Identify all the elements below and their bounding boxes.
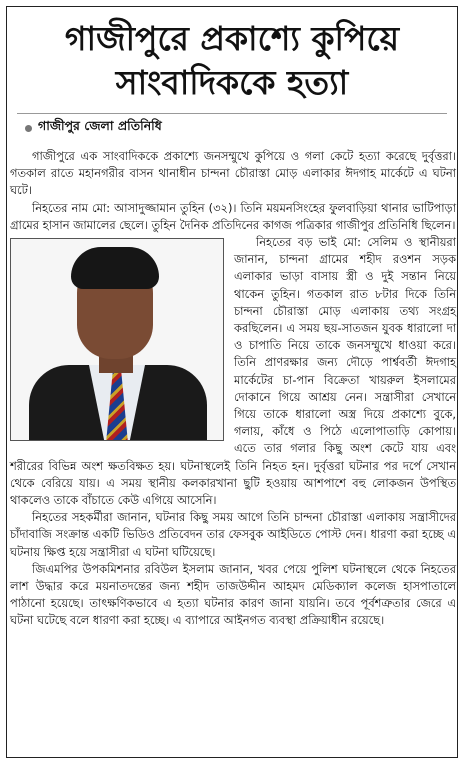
photo-hair [71,247,159,289]
paragraph-3: নিহতের বড় ভাই মো: সেলিম ও স্থানীয়রা জানান, চান্দনা গ্রামের শহীদ রওশন সড়ক এলাকার ভাড়া বাসায় স্ত্রী ও দুই সন্তান নিয়ে থাকেন তুহিন। গতকাল রাত ৮টার দিকে তিনি চান্দনা চৌরাস্তা মোড় এলাকায় তথ্য সংগ্রহ করছিলেন। এ সময় ছয়-সাতজন যুবক ধারালো দা ও চাপাতি নিয়ে তাকে জনসম্মুখে ধাওয়া করে। তিনি প্রাণরক্ষার জন্য দৌড়ে পার্শ্ববর্তী ঈদগাহ মার্কেটের চা-পান বিক্রেতা খায়রুল ইসলামের দোকানে গিয়ে আশ্রয় নেন। সন্ত্রাসীরা সেখানে গিয়ে তাকে ধারালো অস্ত্র দিয়ে প্রকাশ্যে বুকে, গলায়, কাঁধে ও পিঠে এলোপাতাড়ি কোপায়। এতে তার গলার কিছু অংশ কেটে যায় এবং শরীরের বিভিন্ন অংশ ক্ষতবিক্ষত হয়। ঘটনাস্থলেই তিনি নিহত হন। দুর্বৃত্তরা ঘটনার পর দর্পে সেখান থেকে বেরিয়ে যায়। এ সময় স্থানীয় কলকারখানা ছুটি হওয়ায় আশপাশে বহু লোকজন উপস্থিত থাকলেও তাকে বাঁচাতে কেউ এগিয়ে আসেনি। [10,235,456,508]
divider [17,113,447,114]
byline [25,118,457,138]
paragraph-1: গাজীপুরে এক সাংবাদিককে প্রকাশ্যে জনসম্মুখে কুপিয়ে ও গলা কেটে হত্যা করেছে দুর্বৃত্তরা। গতকাল রাতে মহানগরীর বাসন থানাধীন চান্দনা চৌরাস্তা মোড় এলাকার ঈদগাহ মার্কেটে এ ঘটনা ঘটে। [10,149,456,198]
paragraph-2: নিহতের নাম মো: আসাদুজ্জামান তুহিন (৩২)। তিনি ময়মনসিংহের ফুলবাড়িয়া থানার ভাটিপাড়া গ্রামের হাসান জামালের ছেলে। তুহিন দৈনিক প্রতিদিনের কাগজ পত্রিকার গাজীপুর প্রতিনিধি ছিলেন। [10,200,456,232]
byline-text: গাজীপুর জেলা প্রতিনিধি [38,118,162,133]
headline-line-2: সাংবাদিককে হত্যা [115,63,349,102]
reporter-photo [10,238,224,441]
article-body [10,148,456,630]
paragraph-4: নিহতের সহকর্মীরা জানান, ঘটনার কিছু সময় আগে তিনি চান্দনা চৌরাস্তা এলাকায় সন্ত্রাসীদের চাঁদাবাজি সংক্রান্ত একটি ভিডিও প্রতিবেদন তার ফেসবুক আইডিতে পোস্ট দেন। ধারণা করা হচ্ছে এ ঘটনায় ক্ষিপ্ত হয়ে সন্ত্রাসীরা এ ঘটনা ঘটিয়েছে। [10,510,456,559]
paragraph-5: জিএমপির উপকমিশনার রবিউল ইসলাম জানান, খবর পেয়ে পুলিশ ঘটনাস্থলে থেকে নিহতের লাশ উদ্ধার করে ময়নাতদন্তের জন্য শহীদ তাজউদ্দীন আহমদ মেডিক্যাল কলেজ হাসপাতালে পাঠানো হয়েছে। তাৎক্ষণিকভাবে এ হত্যা ঘটনার কারণ জানা যায়নি। তবে পূর্বশত্রুতার জেরে এ ঘটনা ঘটেছে বলে ধারণা করা হচ্ছে। এ ব্যাপারে আইনগত ব্যবস্থা প্রক্রিয়াধীন রয়েছে। [10,561,456,628]
headline-line-1: গাজীপুরে প্রকাশ্যে কুপিয়ে [64,19,400,58]
bullet-icon [25,125,32,132]
headline [7,17,457,105]
